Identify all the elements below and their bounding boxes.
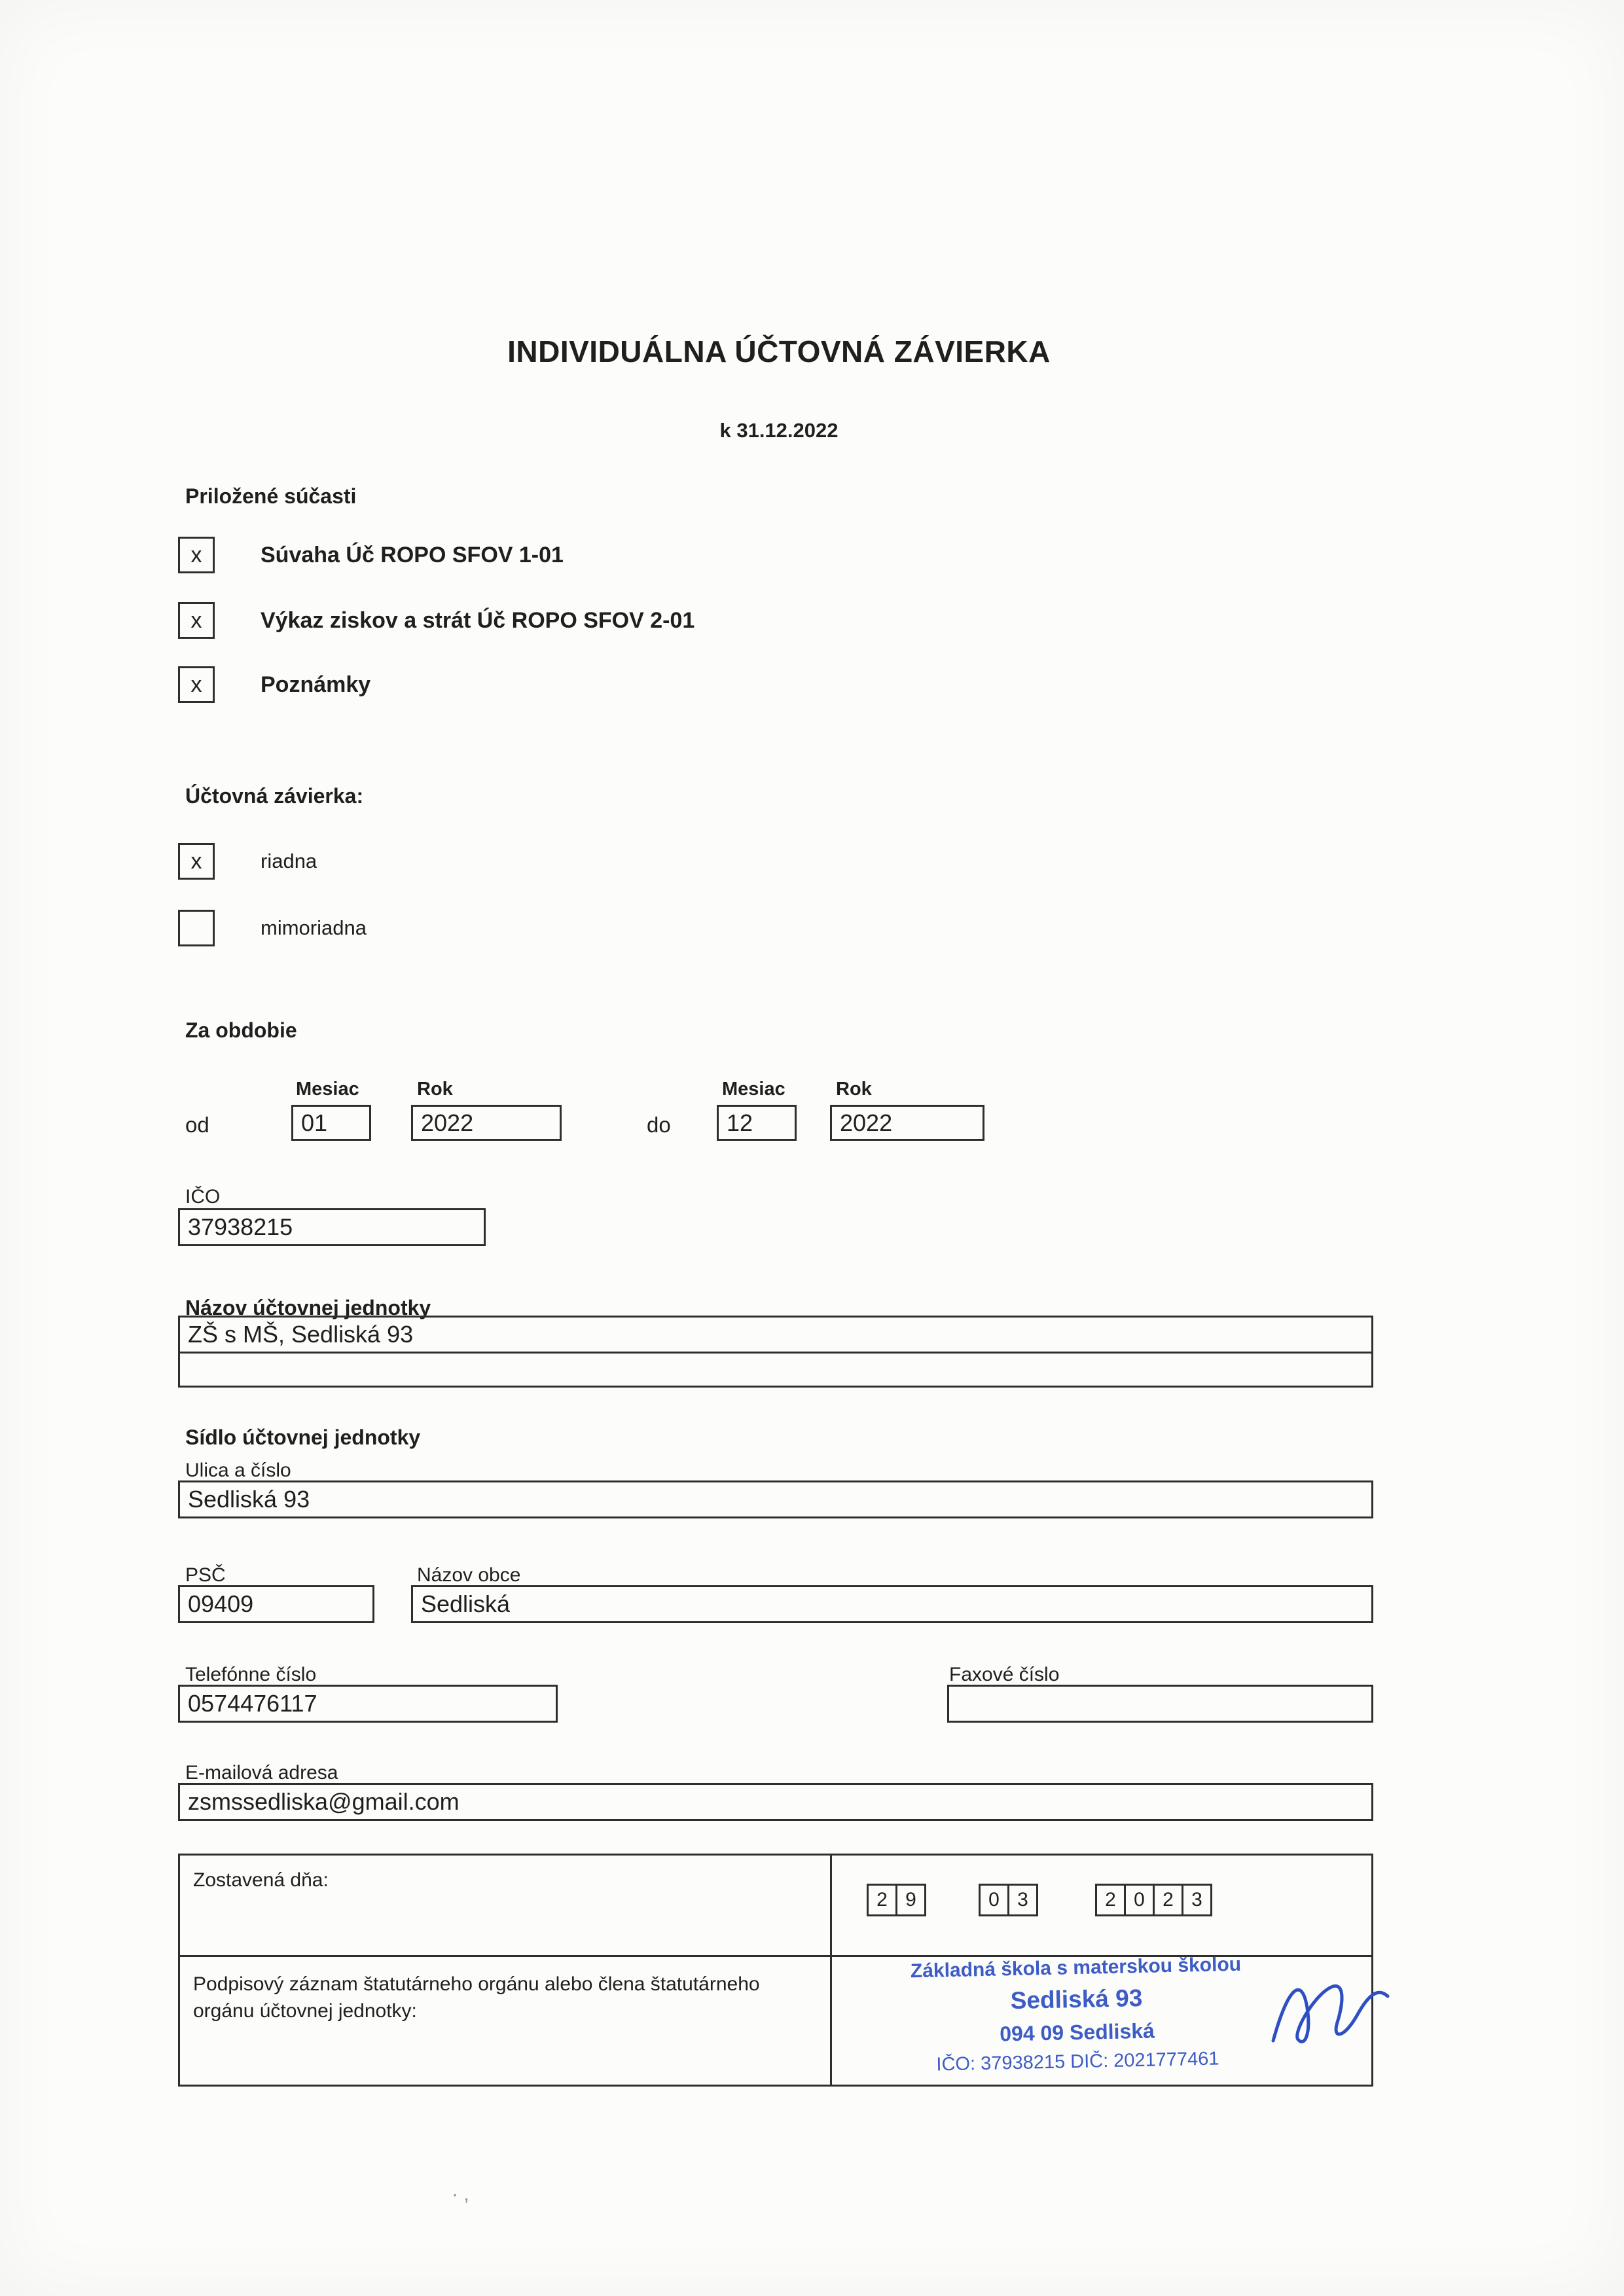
stamp-line-1: Základná škola s materskou školou: [910, 1953, 1242, 1982]
town-value: Sedliská: [421, 1590, 511, 1617]
statement-type-row: [178, 843, 317, 880]
stamp-line-4: IČO: 37938215 DIČ: 2021777461: [936, 2048, 1219, 2075]
town-field[interactable]: [411, 1585, 1373, 1623]
attachment-row: [178, 602, 695, 639]
town-label: Názov obce: [417, 1564, 521, 1586]
month-label: Mesiac: [296, 1079, 359, 1100]
checkbox-vykaz[interactable]: [178, 602, 215, 639]
period-heading: Za obdobie: [185, 1018, 297, 1042]
statement-type-label: mimoriadna: [261, 916, 367, 939]
signature-label-cell: [180, 1957, 832, 2087]
year-label: Rok: [417, 1079, 453, 1100]
compiled-date-label: Zostavená dňa:: [193, 1869, 329, 1891]
street-label: Ulica a číslo: [185, 1460, 291, 1481]
page-title: INDIVIDUÁLNA ÚČTOVNÁ ZÁVIERKA: [507, 334, 1051, 368]
zip-label: PSČ: [185, 1564, 226, 1586]
date-year-group[interactable]: [1095, 1884, 1212, 1916]
compiled-date-cell: [180, 1856, 832, 1957]
street-value: Sedliská 93: [188, 1486, 310, 1513]
email-label: E-mailová adresa: [185, 1762, 338, 1784]
checkbox-mimoriadna[interactable]: [178, 910, 215, 946]
date-month-group[interactable]: [979, 1884, 1038, 1916]
to-month-field[interactable]: [717, 1105, 797, 1141]
school-stamp: [846, 1954, 1307, 2077]
entity-name-field-2[interactable]: [178, 1352, 1373, 1388]
handwritten-signature: [1267, 1962, 1398, 2067]
date-boxes-cell: [832, 1856, 1371, 1957]
checkbox-poznamky[interactable]: [178, 666, 215, 703]
stamp-line-2: Sedliská 93: [1010, 1984, 1143, 2015]
street-field[interactable]: [178, 1480, 1373, 1518]
from-month-value: 01: [301, 1109, 328, 1136]
date-digit: 2: [1095, 1884, 1126, 1916]
statement-type-label: riadna: [261, 850, 317, 872]
fax-label: Faxové číslo: [949, 1664, 1060, 1685]
fax-field[interactable]: [947, 1685, 1373, 1723]
period-to-label: do: [647, 1113, 671, 1137]
to-month-value: 12: [727, 1109, 753, 1136]
attachment-row: [178, 537, 564, 573]
date-digit: 3: [1007, 1884, 1038, 1916]
ico-label: IČO: [185, 1186, 221, 1208]
checkbox-mark: x: [190, 848, 202, 874]
stamp-line-3: 094 09 Sedliská: [999, 2018, 1155, 2046]
attachment-label: Výkaz ziskov a strát Úč ROPO SFOV 2-01: [261, 607, 695, 633]
attachment-row: [178, 666, 370, 703]
page-date: k 31.12.2022: [719, 419, 839, 442]
to-year-field[interactable]: [830, 1105, 984, 1141]
period-from-label: od: [185, 1113, 209, 1137]
pen-marks: · ,: [452, 2183, 469, 2205]
date-digit: 9: [895, 1884, 926, 1916]
phone-value: 0574476117: [188, 1690, 317, 1717]
statement-type-row: [178, 910, 367, 946]
zip-value: 09409: [188, 1590, 254, 1617]
email-field[interactable]: [178, 1783, 1373, 1821]
checkbox-mark: x: [190, 672, 202, 697]
year-label: Rok: [836, 1079, 872, 1100]
signature-label: Podpisový záznam štatutárneho orgánu alebo člena štatutárneho orgánu účtovnej jednotky:: [193, 1973, 760, 2022]
from-year-value: 2022: [421, 1109, 474, 1136]
email-value: zsmssedliska@gmail.com: [188, 1788, 460, 1815]
checkbox-riadna[interactable]: [178, 843, 215, 880]
attachments-heading: Priložené súčasti: [185, 484, 357, 508]
ico-field[interactable]: [178, 1208, 486, 1246]
date-day-group[interactable]: [867, 1884, 926, 1916]
entity-name-label: Názov účtovnej jednotky: [185, 1296, 431, 1319]
from-year-field[interactable]: [411, 1105, 562, 1141]
date-digit: 2: [1153, 1884, 1183, 1916]
zip-field[interactable]: [178, 1585, 374, 1623]
ico-value: 37938215: [188, 1213, 293, 1240]
month-label: Mesiac: [722, 1079, 785, 1100]
phone-label: Telefónne číslo: [185, 1664, 317, 1685]
checkbox-mark: x: [190, 542, 202, 567]
from-month-field[interactable]: [291, 1105, 371, 1141]
checkbox-suvaha[interactable]: [178, 537, 215, 573]
attachment-label: Poznámky: [261, 672, 371, 697]
phone-field[interactable]: [178, 1685, 558, 1723]
attachment-label: Súvaha Úč ROPO SFOV 1-01: [261, 542, 564, 567]
entity-name-value: ZŠ s MŠ, Sedliská 93: [188, 1321, 414, 1348]
to-year-value: 2022: [840, 1109, 893, 1136]
entity-name-field[interactable]: [178, 1316, 1373, 1354]
date-digit: 3: [1182, 1884, 1212, 1916]
checkbox-mark: x: [190, 607, 202, 633]
date-digit: 2: [867, 1884, 897, 1916]
statement-type-heading: Účtovná závierka:: [185, 784, 364, 808]
date-digit: 0: [1124, 1884, 1155, 1916]
date-digit: 0: [979, 1884, 1009, 1916]
seat-heading: Sídlo účtovnej jednotky: [185, 1426, 421, 1449]
